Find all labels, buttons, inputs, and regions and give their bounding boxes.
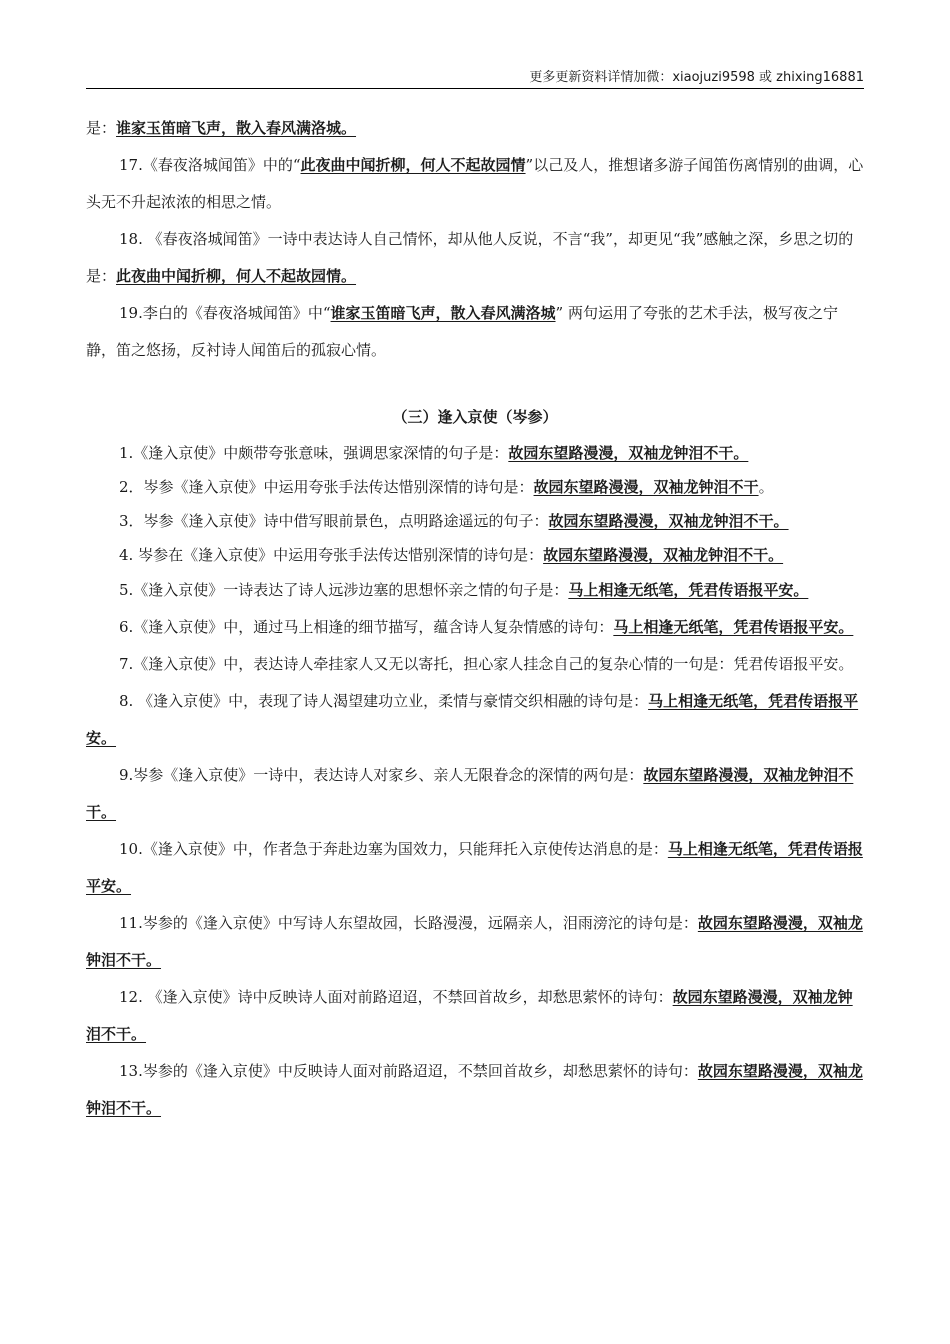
header-text: 更多更新资料详情加微：xiaojuzi9598 或 zhixing16881 [529, 70, 864, 85]
answer-text: 故园东望路漫漫，双袖龙钟泪不干。 [86, 766, 854, 821]
answer-text: 此夜曲中闻折柳，何人不起故园情 [300, 156, 526, 174]
question-8: 8. 《逢入京使》中，表现了诗人渴望建功立业，柔情与豪情交织相融的诗句是：马上相逢无纸笔，凭君传语报平安。 [86, 692, 859, 747]
question-17: 17.《春夜洛城闻笛》中的“此夜曲中闻折柳，何人不起故园情”以己及人，推想诸多游子闻笛伤离情别的曲调，心头无不升起浓浓的相思之情。 [86, 156, 864, 211]
answer-text: 故园东望路漫漫，双袖龙钟泪不干。 [543, 546, 784, 564]
answer-text: 马上相逢无纸笔，凭君传语报平安。 [86, 692, 859, 747]
answer-text: 谁家玉笛暗飞声，散入春风满洛城。 [116, 119, 357, 137]
paragraph-continuation: 是：谁家玉笛暗飞声，散入春风满洛城。 [86, 119, 357, 137]
document-body [86, 110, 864, 1127]
answer-text: 故园东望路漫漫，双袖龙钟泪不干。 [508, 444, 749, 462]
question-5: 5.《逢入京使》一诗表达了诗人远涉边塞的思想怀亲之情的句子是：马上相逢无纸笔，凭君传语报平安。 [119, 581, 809, 599]
question-9: 9.岑参《逢入京使》一诗中，表达诗人对家乡、亲人无限眷念的深情的两句是：故园东望路漫漫，双袖龙钟泪不干。 [86, 766, 854, 821]
question-11: 11.岑参的《逢入京使》中写诗人东望故园，长路漫漫，远隔亲人，泪雨滂沱的诗句是：故园东望路漫漫，双袖龙钟泪不干。 [86, 914, 863, 969]
answer-text: 故园东望路漫漫，双袖龙钟泪不干。 [548, 512, 789, 530]
page-header [86, 66, 864, 89]
question-6: 6.《逢入京使》中，通过马上相逢的细节描写，蕴含诗人复杂情感的诗句：马上相逢无纸笔，凭君传语报平安。 [119, 618, 854, 636]
answer-text: 故园东望路漫漫，双袖龙钟泪不干 [533, 478, 759, 496]
question-7: 7.《逢入京使》中，表达诗人牵挂家人又无以寄托，担心家人挂念自己的复杂心情的一句是：凭君传语报平安。 [119, 655, 854, 673]
answer-text: 故园东望路漫漫，双袖龙钟泪不干。 [86, 914, 863, 969]
question-19: 19.李白的《春夜洛城闻笛》中“谁家玉笛暗飞声，散入春风满洛城” 两句运用了夸张的艺术手法，极写夜之宁静，笛之悠扬，反衬诗人闻笛后的孤寂心情。 [86, 304, 838, 359]
section-title: （三）逢入京使（岑参） [392, 408, 558, 426]
answer-text: 马上相逢无纸笔，凭君传语报平安。 [568, 581, 809, 599]
question-18: 18. 《春夜洛城闻笛》一诗中表达诗人自己情怀，却从他人反说，不言“我”，却更见“我”感触之深，乡思之切的是：此夜曲中闻折柳，何人不起故园情。 [86, 230, 854, 285]
answer-text: 故园东望路漫漫，双袖龙钟泪不干。 [86, 1062, 863, 1117]
question-13: 13.岑参的《逢入京使》中反映诗人面对前路迢迢，不禁回首故乡，却愁思萦怀的诗句：故园东望路漫漫，双袖龙钟泪不干。 [86, 1062, 863, 1117]
answer-text: 马上相逢无纸笔，凭君传语报平安。 [86, 840, 863, 895]
question-4: 4. 岑参在《逢入京使》中运用夸张手法传达惜别深情的诗句是：故园东望路漫漫，双袖龙钟泪不干。 [119, 546, 784, 564]
answer-text: 故园东望路漫漫，双袖龙钟泪不干。 [86, 988, 853, 1043]
answer-text: 马上相逢无纸笔，凭君传语报平安。 [613, 618, 854, 636]
question-3: 3．岑参《逢入京使》诗中借写眼前景色，点明路途遥远的句子：故园东望路漫漫，双袖龙钟泪不干。 [119, 512, 789, 530]
question-12: 12. 《逢入京使》诗中反映诗人面对前路迢迢，不禁回首故乡，却愁思萦怀的诗句：故园东望路漫漫，双袖龙钟泪不干。 [86, 988, 853, 1043]
question-10: 10.《逢入京使》中，作者急于奔赴边塞为国效力，只能拜托入京使传达消息的是：马上相逢无纸笔，凭君传语报平安。 [86, 840, 863, 895]
answer-text: 谁家玉笛暗飞声，散入春风满洛城 [330, 304, 556, 322]
question-1: 1.《逢入京使》中颇带夸张意味，强调思家深情的句子是：故园东望路漫漫，双袖龙钟泪不干。 [119, 444, 749, 462]
answer-text: 此夜曲中闻折柳，何人不起故园情。 [116, 267, 357, 285]
question-2: 2．岑参《逢入京使》中运用夸张手法传达惜别深情的诗句是：故园东望路漫漫，双袖龙钟泪不干。 [119, 478, 774, 496]
